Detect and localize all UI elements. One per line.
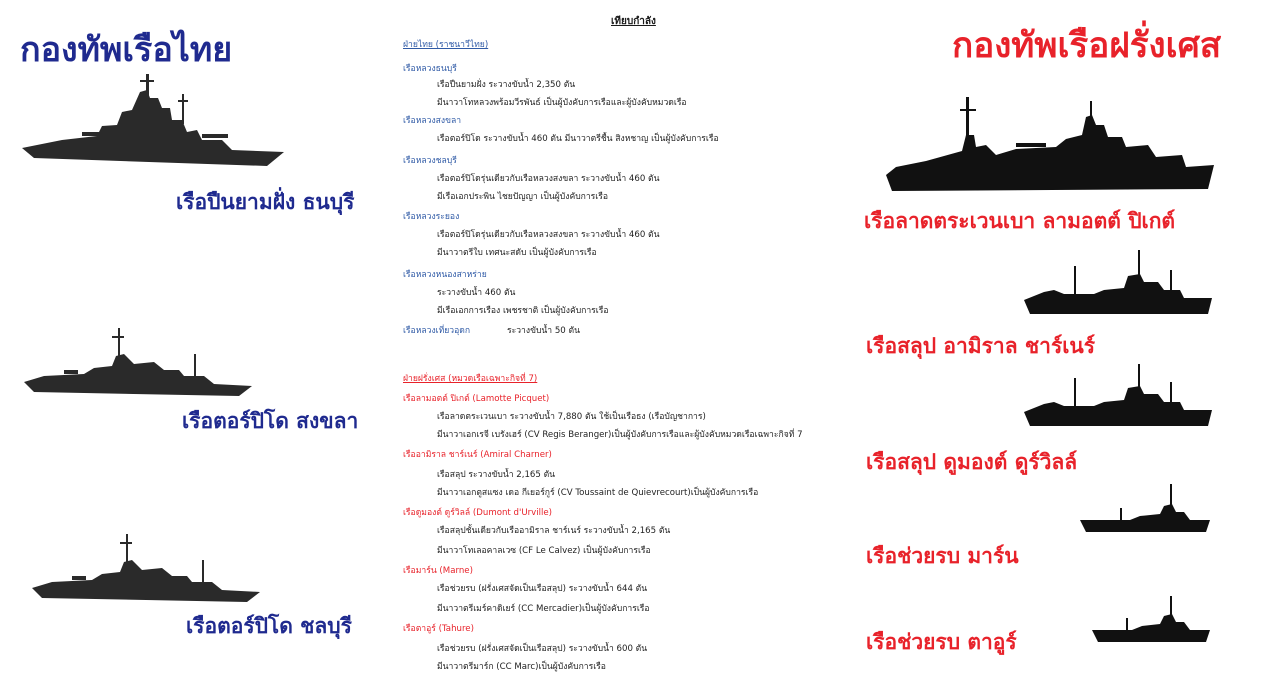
thai-item-name: เรือหลวงชลบุรี (403, 156, 457, 166)
thai-item-name: เรือหลวงหนองสาหร่าย (403, 270, 487, 280)
french-item-name: เรือลามอตต์ ปิเกต์ (Lamotte Picquet) (403, 394, 550, 404)
thai-item-line: เรือตอร์ปิโดรุ่นเดียวกับเรือหลวงสงขลา ระวางขับน้ำ 460 ตัน (437, 230, 660, 240)
french-item-line: มีนาวาโทเลอคาลเวซ (CF Le Calvez) เป็นผู้บังคับการเรือ (437, 546, 651, 556)
french-section-heading: ฝ่ายฝรั่งเศส (หมวดเรือเฉพาะกิจที่ 7) (403, 374, 538, 384)
ship-label-lamotte-picquet: เรือลาดตระเวนเบา ลามอตต์ ปิเกต์ (864, 209, 1176, 233)
ship-label-marne: เรือช่วยรบ มาร์น (866, 544, 1019, 568)
french-item-line: มีนาวาตรีเมร์คาดิเยร์ (CC Mercadier)เป็นผู้บังคับการเรือ (437, 604, 650, 614)
french-item-line: มีนาวาตรีมาร์ก (CC Marc)เป็นผู้บังคับการเรือ (437, 662, 606, 672)
ship-silhouette-marne (1080, 484, 1212, 536)
thai-item-line: เรือปืนยามฝั่ง ระวางขับน้ำ 2,350 ตัน (437, 80, 576, 90)
french-item-line: มีนาวาเอกตูสแซง เดอ กีเยอร์กูร์ (CV Toussaint de Quievrecourt)เป็นผู้บังคับการเรือ (437, 488, 759, 498)
ship-silhouette-songkhla (24, 326, 254, 402)
thai-section-heading: ฝ่ายไทย (ราชนาวีไทย) (403, 40, 489, 50)
french-navy-title: กองทัพเรือฝรั่งเศส (952, 26, 1222, 66)
ship-label-thonburi: เรือปืนยามฝั่ง ธนบุรี (176, 190, 355, 214)
thai-navy-title: กองทัพเรือไทย (20, 30, 233, 70)
ship-silhouette-thonburi (22, 70, 292, 180)
thai-item-line: ระวางขับน้ำ 50 ตัน (507, 326, 580, 336)
french-item-name: เรือดูมองต์ ดูร์วิลล์ (Dumont d'Urville) (403, 508, 553, 518)
comparison-title: เทียบกำลัง (611, 16, 656, 27)
french-item-line: เรือสลุป ระวางขับน้ำ 2,165 ตัน (437, 470, 556, 480)
ship-label-dumont-durville: เรือสลุป ดูมองต์ ดูร์วิลล์ (866, 450, 1078, 474)
thai-item-line: เรือตอร์ปิโดรุ่นเดียวกับเรือหลวงสงขลา ระวางขับน้ำ 460 ตัน (437, 174, 660, 184)
ship-silhouette-amiral-charner (1024, 250, 1214, 320)
ship-silhouette-chonburi (32, 532, 262, 608)
thai-item-line: มีนาวาตรีใบ เทศนะสดับ เป็นผู้บังคับการเรือ (437, 248, 597, 258)
french-item-line: มีนาวาเอกเรจี เบรังเฮร์ (CV Regis Beranger)เป็นผู้บังคับการเรือและผู้บังคับหมวดเรือเฉพาะกิจที่ 7 (437, 430, 803, 440)
french-item-line: เรือช่วยรบ (ฝรั่งเศสจัดเป็นเรือสลุป) ระวางขับน้ำ 644 ตัน (437, 584, 648, 594)
french-item-name: เรือตาอูร์ (Tahure) (403, 624, 474, 634)
thai-item-name: เรือหลวงสงขลา (403, 116, 462, 126)
thai-item-line: มีนาวาโทหลวงพร้อมวีรพันธ์ เป็นผู้บังคับการเรือและผู้บังคับหมวดเรือ (437, 98, 687, 108)
ship-label-chonburi: เรือตอร์ปิโด ชลบุรี (186, 614, 352, 638)
ship-label-amiral-charner: เรือสลุป อามิราล ชาร์เนร์ (866, 334, 1096, 358)
thai-item-line: เรือตอร์ปิโด ระวางขับน้ำ 460 ตัน มีนาวาตรีชื้น สิงหชาญ เป็นผู้บังคับการเรือ (437, 134, 719, 144)
thai-item-line: ระวางขับน้ำ 460 ตัน (437, 288, 516, 298)
thai-item-name: เรือหลวงเที่ยวอุดก (403, 326, 471, 336)
thai-item-line: มีเรือเอกการเรือง เพชรชาติ เป็นผู้บังคับการเรือ (437, 306, 609, 316)
ship-silhouette-lamotte-picquet (886, 95, 1216, 197)
ship-silhouette-tahure (1092, 596, 1212, 646)
french-item-line: เรือลาดตระเวนเบา ระวางขับน้ำ 7,880 ตัน ใช้เป็นเรือธง (เรือบัญชาการ) (437, 412, 706, 422)
french-item-name: เรือมาร์น (Marne) (403, 566, 473, 576)
thai-item-name: เรือหลวงธนบุรี (403, 64, 457, 74)
french-item-line: เรือช่วยรบ (ฝรั่งเศสจัดเป็นเรือสลุป) ระวางขับน้ำ 600 ตัน (437, 644, 648, 654)
thai-item-name: เรือหลวงระยอง (403, 212, 460, 222)
ship-label-tahure: เรือช่วยรบ ตาอูร์ (866, 630, 1017, 654)
french-item-line: เรือสลุปชั้นเดียวกับเรืออามิราล ชาร์เนร์ ระวางขับน้ำ 2,165 ตัน (437, 526, 671, 536)
ship-silhouette-dumont-durville (1024, 364, 1214, 432)
french-item-name: เรืออามิราล ชาร์เนร์ (Amiral Charner) (403, 450, 552, 460)
ship-label-songkhla: เรือตอร์ปิโด สงขลา (182, 409, 359, 433)
thai-item-line: มีเรือเอกประพิน ไชยปัญญา เป็นผู้บังคับการเรือ (437, 192, 609, 202)
